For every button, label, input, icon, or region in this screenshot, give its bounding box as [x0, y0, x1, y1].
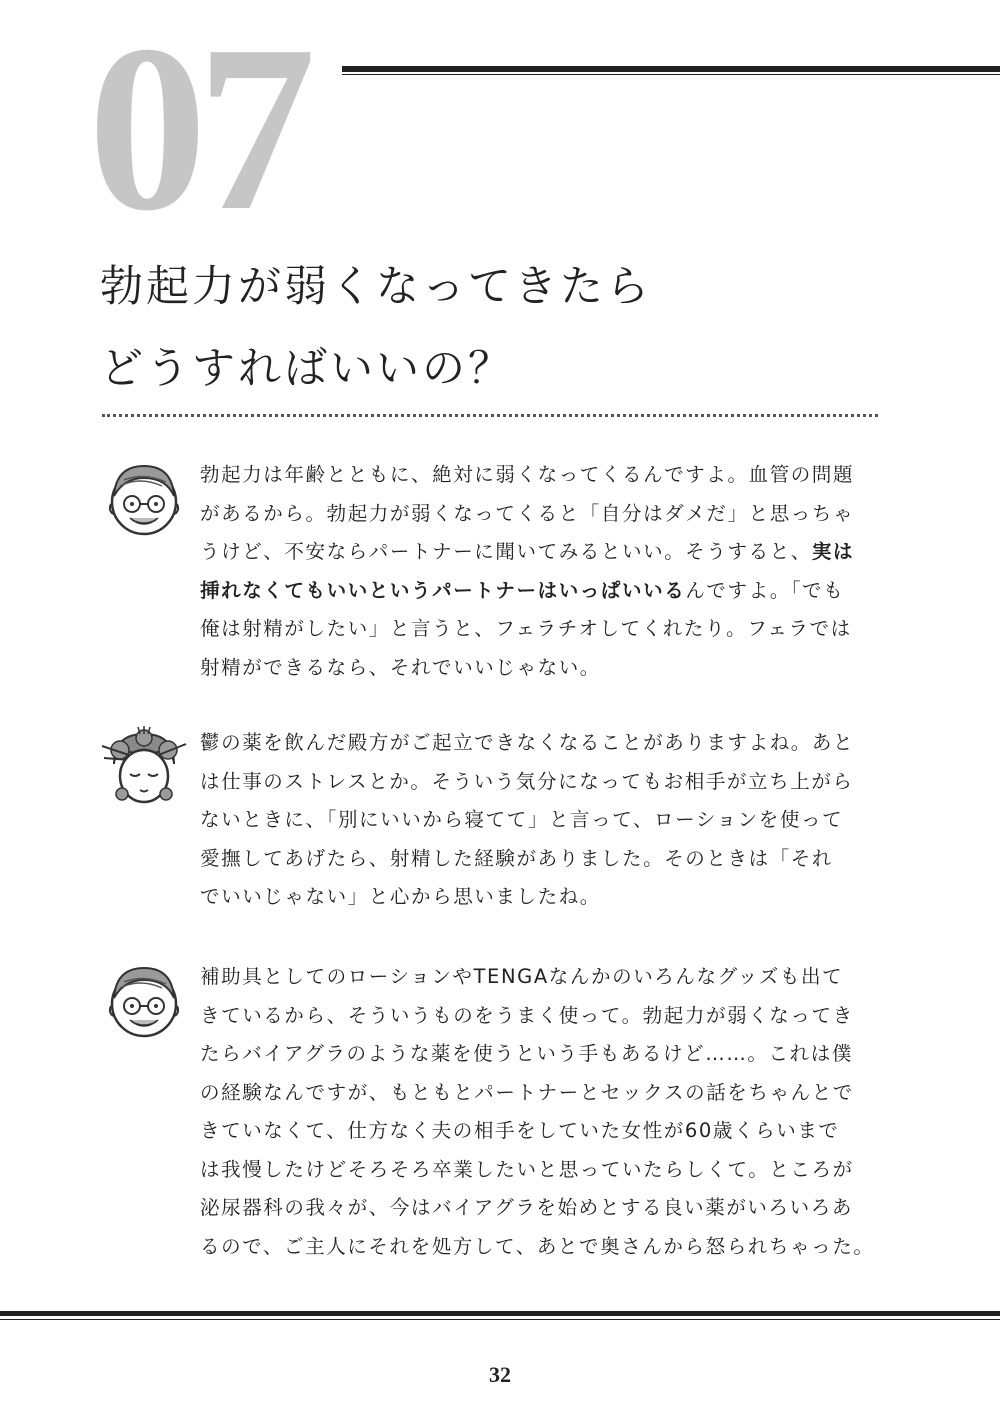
- text-line: でいいじゃない」と心から思いましたね。: [200, 885, 601, 908]
- text-line: 泌尿器科の我々が、今はバイアグラを始めとする良い薬がいろいろあ: [200, 1196, 853, 1219]
- emphasis-text: 実は: [811, 540, 855, 563]
- page-title-line-2: どうすればいいの？: [100, 344, 514, 394]
- male-doctor-glasses-icon: [100, 958, 188, 1046]
- text-line: は仕事のストレスとか。そういう気分になってもお相手が立ち上がら: [200, 769, 854, 793]
- text-line: の経験なんですが、もともとパートナーとセックスの話をちゃんとで: [200, 1080, 854, 1104]
- emphasis-text: 挿れなくてもいいというパートナーはいっぱいいる: [200, 578, 686, 602]
- text-line: 俺は射精がしたい」と言うと、フェラチオしてくれたり。フェラでは: [200, 617, 852, 640]
- bottom-double-rule: [0, 1311, 1000, 1323]
- text-line: があるから。勃起力が弱くなってくると「自分はダメだ」と思っちゃ: [200, 501, 855, 525]
- page-title-line-1: 勃起力が弱くなってきたら: [100, 262, 652, 312]
- text-line: きていなくて、仕方なく夫の相手をしていた女性が60歳くらいまで: [200, 1119, 840, 1142]
- dialogue-text: [200, 958, 890, 1266]
- text-line: は我慢したけどそろそろ卒業したいと思っていたらしくて。ところが: [200, 1157, 854, 1181]
- text-line: 勃起力は年齢とともに、絶対に弱くなってくるんですよ。血管の問題: [200, 463, 855, 486]
- page-number: 32: [489, 1362, 511, 1387]
- text-line: 愛撫してあげたら、射精した経験がありました。そのときは「それ: [200, 846, 834, 870]
- text-line: 補助具としてのローションやTENGAなんかのいろんなグッズも出て: [200, 965, 844, 988]
- text-line: [200, 572, 890, 611]
- dialogue-text: [200, 456, 890, 687]
- male-doctor-glasses-icon: [100, 456, 188, 544]
- text-line: [200, 533, 890, 572]
- dotted-divider: [102, 414, 878, 417]
- text-line: ないときに、「別にいいから寝てて」と言って、ローションを使って: [200, 808, 844, 831]
- text-line: るので、ご主人にそれを処方して、あとで奥さんから怒られちゃった。: [200, 1234, 875, 1258]
- geisha-woman-icon: [100, 724, 188, 812]
- text-segment: んですよ。「でも: [685, 578, 845, 602]
- page-title: [100, 246, 900, 410]
- dialogue-text: [200, 724, 890, 917]
- text-segment: うけど、不安ならパートナーに聞いてみるといい。そうすると、: [200, 540, 812, 563]
- text-line: たらバイアグラのような薬を使うという手もあるけど……。これは僕: [200, 1042, 853, 1065]
- text-line: 射精ができるなら、それでいいじゃない。: [200, 655, 601, 679]
- chapter-number: 07: [88, 0, 306, 260]
- top-double-rule: [342, 62, 1000, 76]
- text-line: きているから、そういうものをうまく使って。勃起力が弱くなってき: [200, 1003, 854, 1027]
- text-line: 鬱の薬を飲んだ殿方がご起立できなくなることがありますよね。あと: [200, 731, 855, 754]
